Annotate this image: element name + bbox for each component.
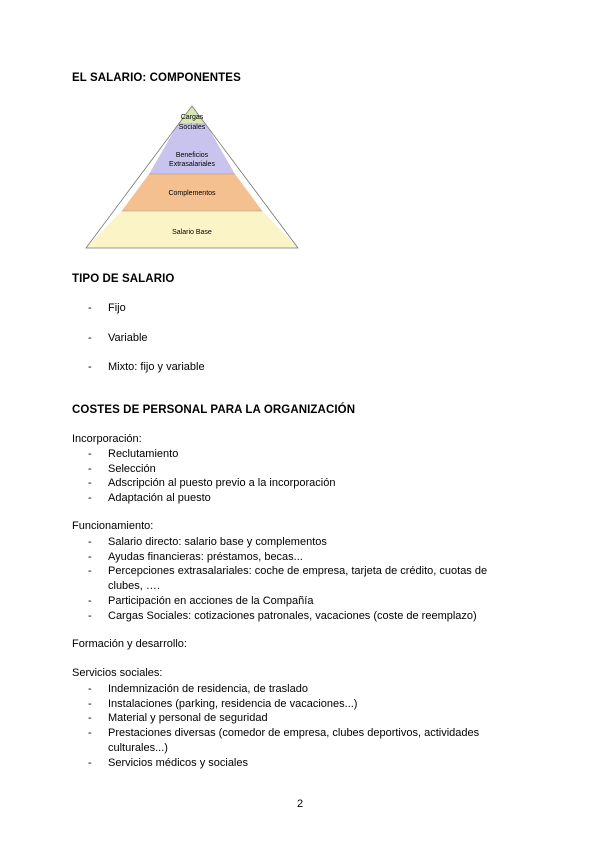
salary-pyramid-diagram (82, 104, 302, 252)
list-item: - Participación en acciones de la Compañía (88, 594, 314, 607)
list-item: - Cargas Sociales: cotizaciones patronales, vacaciones (coste de reemplazo) (88, 609, 477, 622)
section-title-salario-componentes: EL SALARIO: COMPONENTES (72, 72, 241, 84)
list-item: - Indemnización de residencia, de traslado (88, 683, 308, 695)
list-item: - Selección (88, 462, 156, 475)
list-item: - Fijo (88, 302, 126, 314)
pyramid-label-complementos: Complementos (168, 190, 216, 197)
pyramid-label-beneficios-line1: Beneficios (175, 152, 209, 159)
pyramid-label-cargas-line1: Cargas (180, 114, 204, 121)
section-title-tipo-salario: TIPO DE SALARIO (72, 273, 175, 285)
funcionamiento-heading: Funcionamiento: (72, 520, 154, 532)
list-item: - Material y personal de seguridad (88, 712, 268, 725)
pyramid-label-beneficios-line2: Extrasalariales (169, 161, 215, 168)
list-item: - Adaptación al puesto (88, 492, 211, 505)
list-item: - Servicios médicos y sociales (88, 756, 248, 769)
list-item: - Ayudas financieras: préstamos, becas... (88, 550, 303, 563)
list-item: - Reclutamiento (88, 448, 179, 460)
list-item: - Mixto: fijo y variable (88, 361, 205, 374)
formacion-heading: Formación y desarrollo: (72, 638, 187, 650)
list-item: - Salario directo: salario base y complementos (88, 536, 327, 548)
list-item: - Adscripción al puesto previo a la incorporación (88, 477, 336, 490)
pyramid-label-cargas-line2: Sociales (178, 124, 206, 131)
incorporacion-heading: Incorporación: (72, 433, 142, 445)
page-number: 2 (296, 798, 304, 810)
funcionamiento-list (88, 535, 508, 623)
list-item: - Instalaciones (parking, residencia de vacaciones...) (88, 697, 358, 710)
list-item: - Percepciones extrasalariales: coche de empresa, tarjeta de crédito, cuotas de clubes, …. (88, 565, 488, 593)
incorporacion-list (88, 447, 508, 506)
list-item: - Prestaciones diversas (comedor de empresa, clubes deportivos, actividades culturales...) (88, 727, 480, 754)
list-item: - Variable (88, 331, 148, 344)
servicios-list (88, 682, 508, 770)
section-title-costes-personal: COSTES DE PERSONAL PARA LA ORGANIZACIÓN (72, 404, 356, 416)
tipo-salario-list (88, 301, 508, 375)
pyramid-label-salario-base: Salario Base (172, 229, 212, 236)
servicios-heading: Servicios sociales: (72, 667, 163, 679)
